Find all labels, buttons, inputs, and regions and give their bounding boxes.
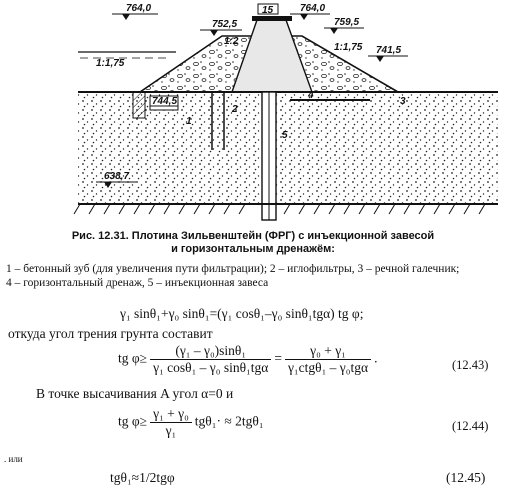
elevation-label: 741,5 [376, 45, 402, 56]
equation-12-45: tgθ₁≈1/2tgφ [110, 470, 175, 485]
crest-width-label: 15 [262, 5, 274, 16]
part-number: 5 [282, 130, 288, 141]
legend-line-1: 1 – бетонный зуб (для увеличения пути фильтрации); 2 – иглофильтры, 3 – речной галечник; [6, 263, 460, 275]
dam-figure [0, 0, 506, 228]
part-number: 2 [232, 104, 238, 115]
elevation-label: 764,0 [126, 3, 152, 14]
paragraph-text: откуда угол трения грунта составит [8, 326, 213, 341]
figure-caption [0, 230, 506, 256]
equation-number: (12.43) [452, 358, 489, 372]
elevation-label: 752,5 [212, 19, 238, 30]
slope-label: 1:1,75 [334, 42, 363, 53]
elevation-label: 638,7 [104, 171, 130, 182]
slope-label: 1:1,75 [96, 58, 125, 69]
part-number: 4 [308, 90, 314, 101]
equation-12-43: tg φ≥ $\frac{\text{(γ₁ – γ₀)sinθ₁}}{\text{γ₁ cosθ₁ – γ₀ sinθ₁tgα}}$ = $\frac{\text{γ₀ + γ₁}}{\text{γ₁ctgθ₁ – γ₀tgα}}$ . [118, 343, 378, 375]
fraction: $\frac{\text{(γ₁ – γ₀)sinθ₁}}{\text{γ₁ cosθ₁ – γ₀ sinθ₁tgα}}$ [150, 343, 271, 376]
elevation-label: 744,5 [152, 96, 178, 107]
concrete-tooth [133, 92, 145, 118]
fraction: $\frac{\text{γ₀ + γ₁}}{\text{γ₁ctgθ₁ – γ₀tgα}}$ [285, 343, 371, 376]
equation-main: γ₁ sinθ₁+γ₀ sinθ₁=(γ₁ cosθ₁–γ₀ sinθ₁tgα) tg φ; [120, 306, 364, 321]
equation-number: (12.45) [446, 470, 486, 485]
paragraph-text: . или [4, 454, 23, 464]
figure-legend [6, 262, 502, 290]
part-number: 1 [186, 116, 192, 127]
elevation-label: 759,5 [334, 17, 360, 28]
slope-label: 1:2 [224, 36, 239, 47]
equation-12-44: tg φ≥ $\frac{\text{γ₁ + γ₀}}{\text{γ₁}}$ tgθ₁· ≈ 2tgθ₁ [118, 406, 264, 438]
caption-line-2: и горизонтальным дренажём: [171, 243, 335, 255]
paragraph-text: В точке высачивания A угол α=0 и [36, 386, 234, 401]
part-number: 3 [400, 96, 406, 107]
fraction: $\frac{\text{γ₁ + γ₀}}{\text{γ₁}}$ [150, 406, 192, 439]
equation-number: (12.44) [452, 419, 489, 433]
elevation-label: 764,0 [300, 3, 326, 14]
dam-crest [252, 16, 292, 21]
legend-line-2: 4 – горизонтальный дренаж, 5 – инъекционная завеса [6, 277, 269, 289]
caption-line-1: Рис. 12.31. Плотина Зильвенштейн (ФРГ) с инъекционной завесой [71, 230, 435, 242]
